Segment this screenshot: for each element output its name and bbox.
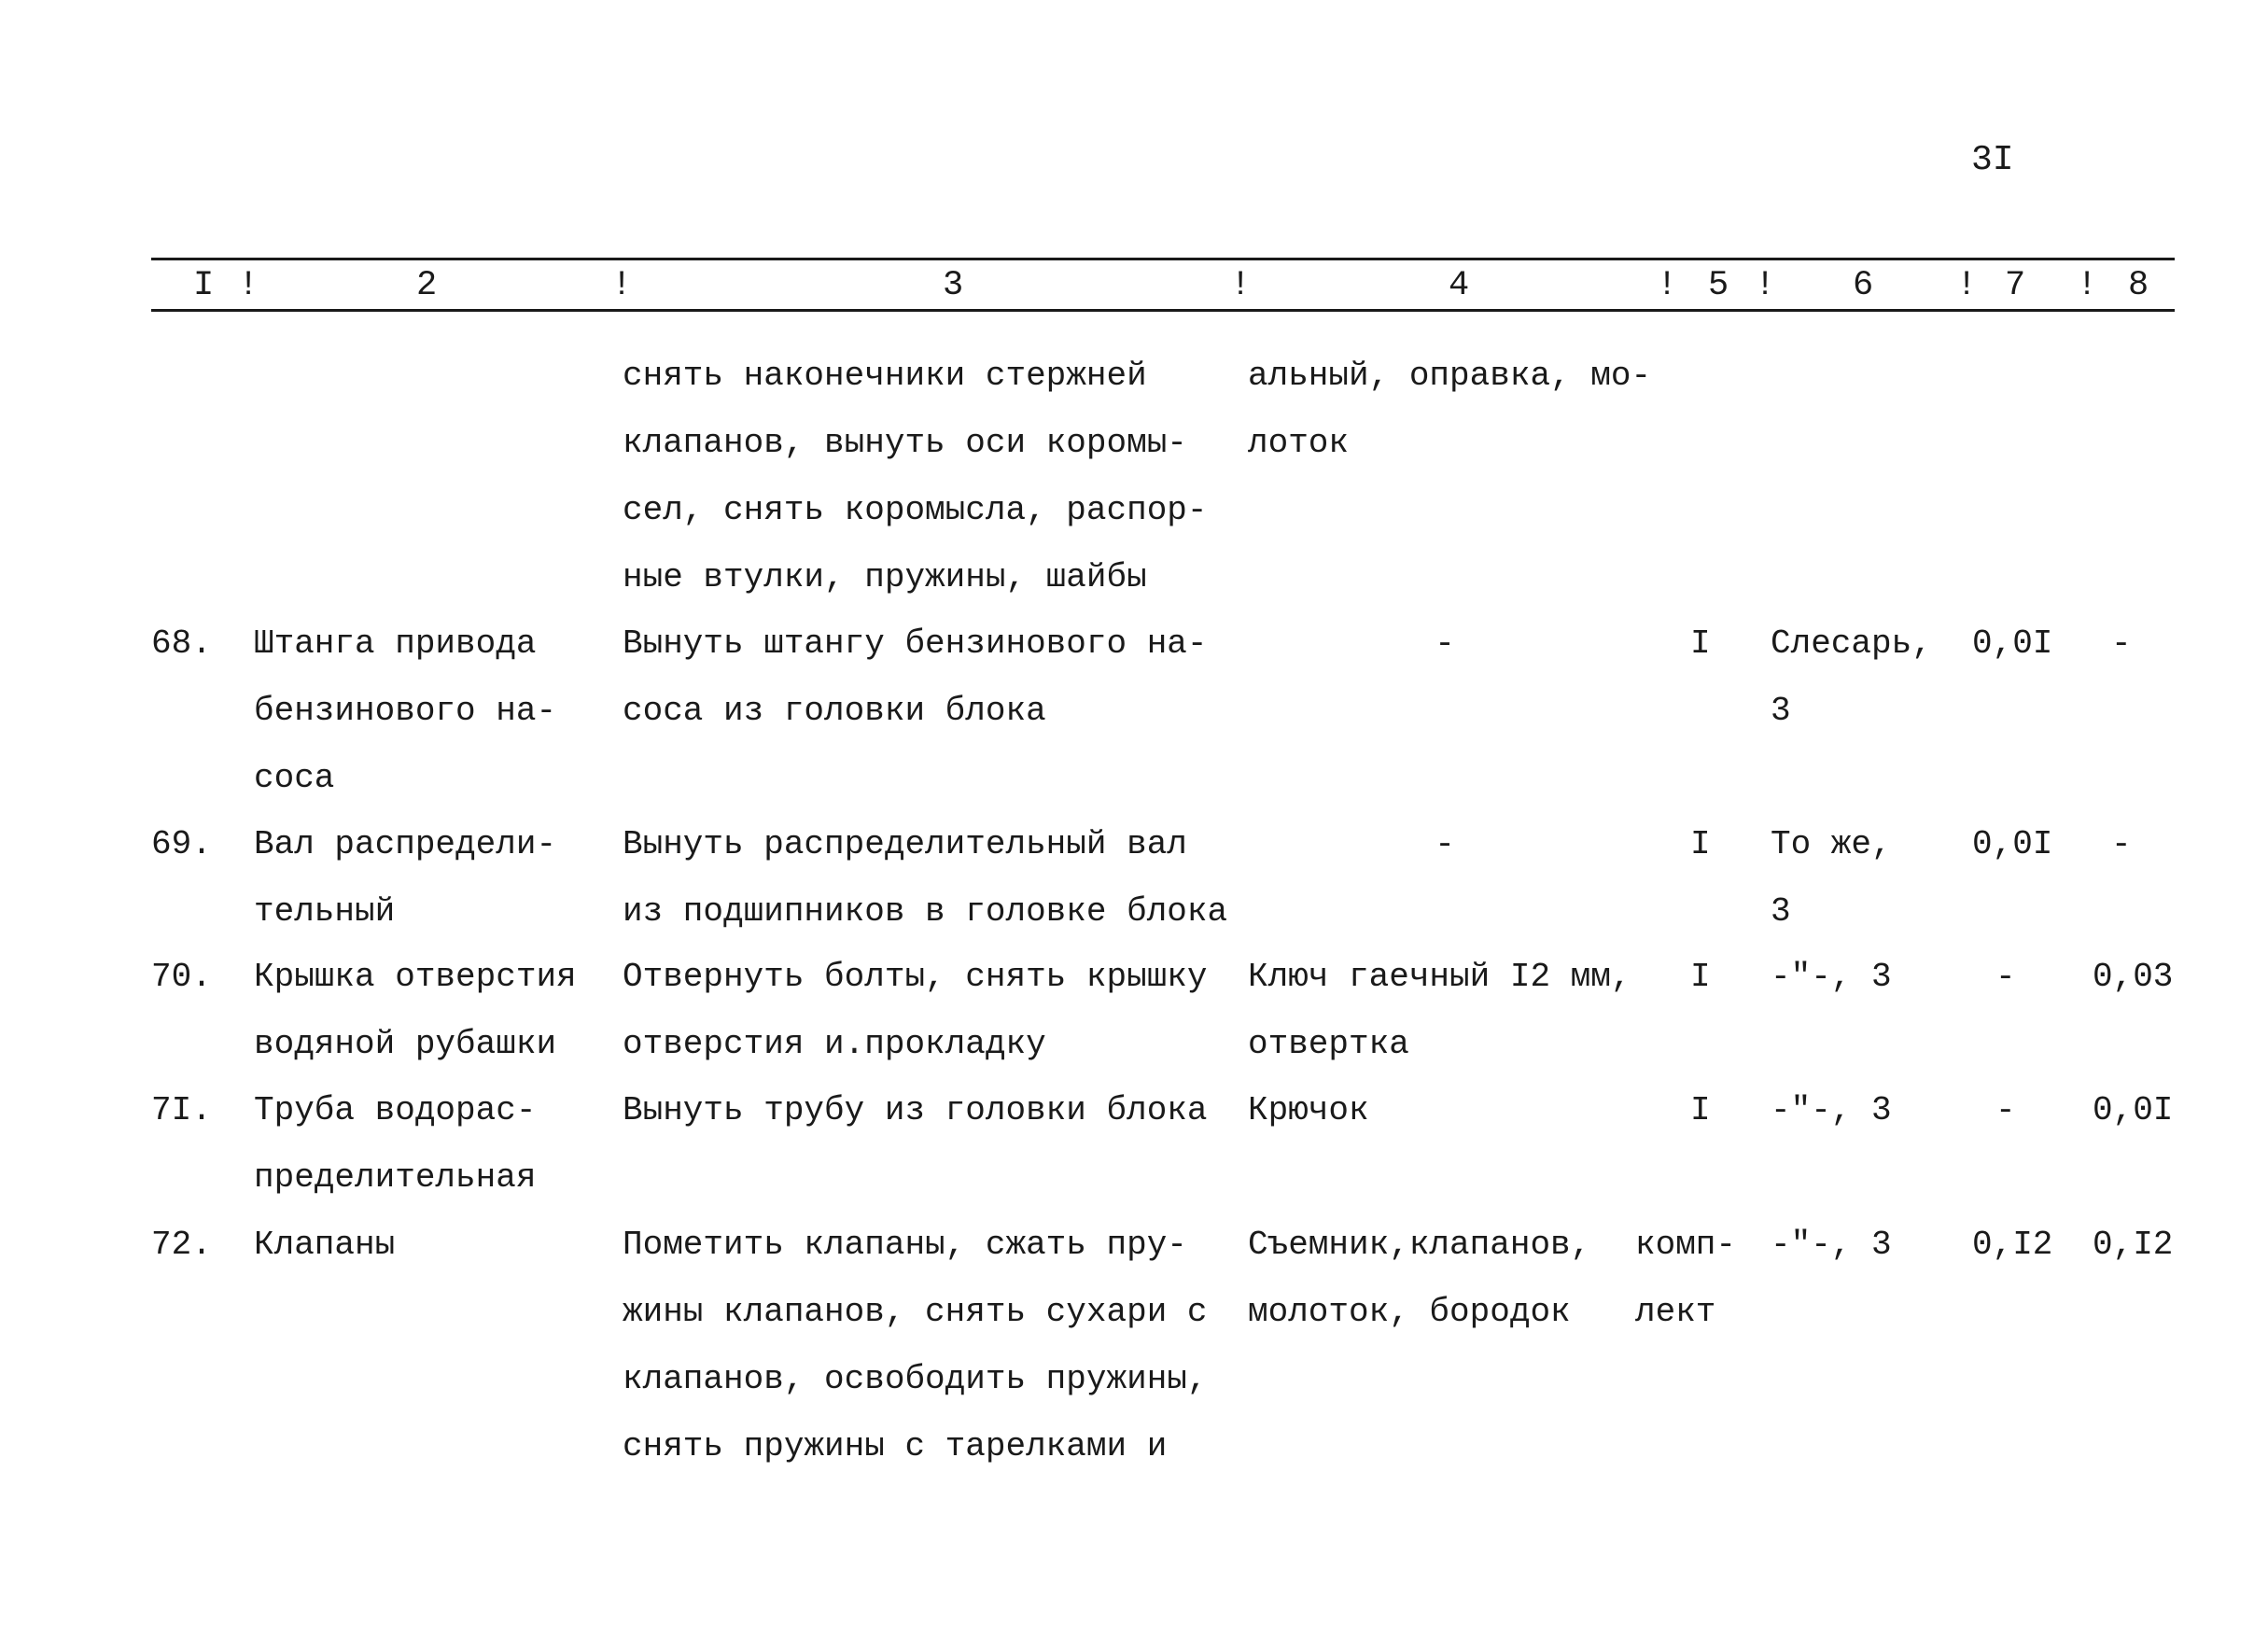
cell-line: Крышка отверстия <box>254 958 577 996</box>
cell-line: Пометить клапаны, сжать пру- <box>623 1226 1187 1264</box>
cell-line: соса <box>254 759 335 797</box>
cell-line: водяной рубашки <box>254 1025 557 1063</box>
cell-line: из подшипников в головке блока <box>623 892 1228 931</box>
operation-cell <box>623 811 1227 946</box>
header-rule-bottom <box>151 309 2175 312</box>
cell-line: лект <box>1635 1293 1716 1331</box>
row-number: 69. <box>151 825 212 863</box>
column-8-cell: 0,0I <box>2093 1091 2174 1129</box>
part-cell <box>254 1212 395 1279</box>
column-separator: ! <box>238 266 259 305</box>
part-cell <box>254 1077 536 1212</box>
cell-line: Вынуть трубу из головки блока <box>623 1091 1208 1129</box>
tool-cell <box>1248 1212 1590 1346</box>
cell-line: клапанов, вынуть оси коромы- <box>623 424 1187 462</box>
operation-cell <box>623 610 1208 745</box>
quantity-cell <box>1635 1212 1736 1346</box>
cell-line: лоток <box>1248 424 1350 462</box>
row-number: 70. <box>151 958 212 996</box>
column-header-6: 6 <box>1853 266 1874 305</box>
cell-line: -"-, 3 <box>1771 1091 1892 1129</box>
column-7-cell: 0,I2 <box>1972 1226 2053 1264</box>
page-number: 3I <box>1971 140 2014 180</box>
operation-cell <box>623 343 1208 611</box>
operation-cell <box>623 1212 1208 1480</box>
column-8-cell: - <box>2111 624 2132 663</box>
cell-line: ные втулки, пружины, шайбы <box>623 558 1147 596</box>
quantity-cell: I <box>1690 958 1711 996</box>
part-cell <box>254 610 556 812</box>
cell-line: клапанов, освободить пружины, <box>623 1360 1208 1398</box>
column-7-cell: - <box>1995 1091 2016 1129</box>
cell-line: Вынуть штангу бензинового на- <box>623 624 1208 663</box>
cell-line: 3 <box>1771 692 1791 730</box>
cell-line: Клапаны <box>254 1226 396 1264</box>
cell-line: Труба водорас- <box>254 1091 537 1129</box>
column-7-cell: 0,0I <box>1972 624 2053 663</box>
cell-line: снять наконечники стержней <box>623 357 1147 395</box>
cell-line: Крючок <box>1248 1091 1369 1129</box>
cell-line: Ключ гаечный I2 мм, <box>1248 958 1631 996</box>
cell-line: 3 <box>1771 892 1791 931</box>
cell-line: -"-, 3 <box>1771 1226 1892 1264</box>
cell-line: сел, снять коромысла, распор- <box>623 491 1208 529</box>
cell-line: тельный <box>254 892 396 931</box>
column-header-8: 8 <box>2128 266 2149 305</box>
cell-line: Слесарь, <box>1771 624 1932 663</box>
column-8-cell: 0,03 <box>2093 958 2174 996</box>
cell-line: Отвернуть болты, снять крышку <box>623 958 1208 996</box>
cell-line: бензинового на- <box>254 692 557 730</box>
quantity-cell: I <box>1690 825 1711 863</box>
quantity-cell: I <box>1690 624 1711 663</box>
tool-cell <box>1419 811 1471 878</box>
cell-line: Вал распредели- <box>254 825 557 863</box>
part-cell <box>254 944 577 1078</box>
column-separator: ! <box>1956 266 1978 305</box>
row-number: 68. <box>151 624 212 663</box>
cell-line: снять пружины с тарелками и <box>623 1427 1168 1465</box>
cell-line: жины клапанов, снять сухари с <box>623 1293 1208 1331</box>
tool-cell <box>1248 1077 1369 1144</box>
tool-cell <box>1248 343 1651 477</box>
cell-line: молоток, бородок <box>1248 1293 1571 1331</box>
worker-cell <box>1771 944 1892 1011</box>
column-separator: ! <box>1657 266 1678 305</box>
column-8-cell: 0,I2 <box>2093 1226 2174 1264</box>
column-separator: ! <box>2077 266 2098 305</box>
operation-cell <box>623 944 1208 1078</box>
column-8-cell: - <box>2111 825 2132 863</box>
column-separator: ! <box>611 266 633 305</box>
column-header-2: 2 <box>416 266 438 305</box>
cell-line: альный, оправка, мо- <box>1248 357 1652 395</box>
column-header-1: I <box>193 266 215 305</box>
cell-line: Штанга привода <box>254 624 537 663</box>
tool-cell <box>1248 944 1631 1078</box>
column-header-3: 3 <box>943 266 964 305</box>
header-rule-top <box>151 258 2175 260</box>
tool-cell <box>1419 610 1471 678</box>
column-7-cell: - <box>1995 958 2016 996</box>
cell-line: Съемник,клапанов, <box>1248 1226 1591 1264</box>
part-cell <box>254 811 556 946</box>
column-header-7: 7 <box>2005 266 2026 305</box>
cell-line: комп- <box>1635 1226 1737 1264</box>
cell-line: -"-, 3 <box>1771 958 1892 996</box>
cell-line: пределительная <box>254 1158 537 1197</box>
cell-line: отверстия и.прокладку <box>623 1025 1046 1063</box>
column-separator: ! <box>1755 266 1776 305</box>
row-number: 72. <box>151 1226 212 1264</box>
cell-line: отвертка <box>1248 1025 1409 1063</box>
cell-line: - <box>1435 624 1455 663</box>
operation-cell <box>623 1077 1208 1144</box>
row-number: 7I. <box>151 1091 212 1129</box>
worker-cell <box>1771 1212 1892 1279</box>
worker-cell <box>1771 811 1892 946</box>
column-separator: ! <box>1230 266 1252 305</box>
cell-line: соса из головки блока <box>623 692 1046 730</box>
column-7-cell: 0,0I <box>1972 825 2053 863</box>
cell-line: - <box>1435 825 1455 863</box>
cell-line: Вынуть распределительный вал <box>623 825 1187 863</box>
worker-cell <box>1771 1077 1892 1144</box>
quantity-cell: I <box>1690 1091 1711 1129</box>
worker-cell <box>1771 610 1932 745</box>
cell-line: То же, <box>1771 825 1892 863</box>
column-header-5: 5 <box>1708 266 1729 305</box>
column-header-4: 4 <box>1449 266 1470 305</box>
